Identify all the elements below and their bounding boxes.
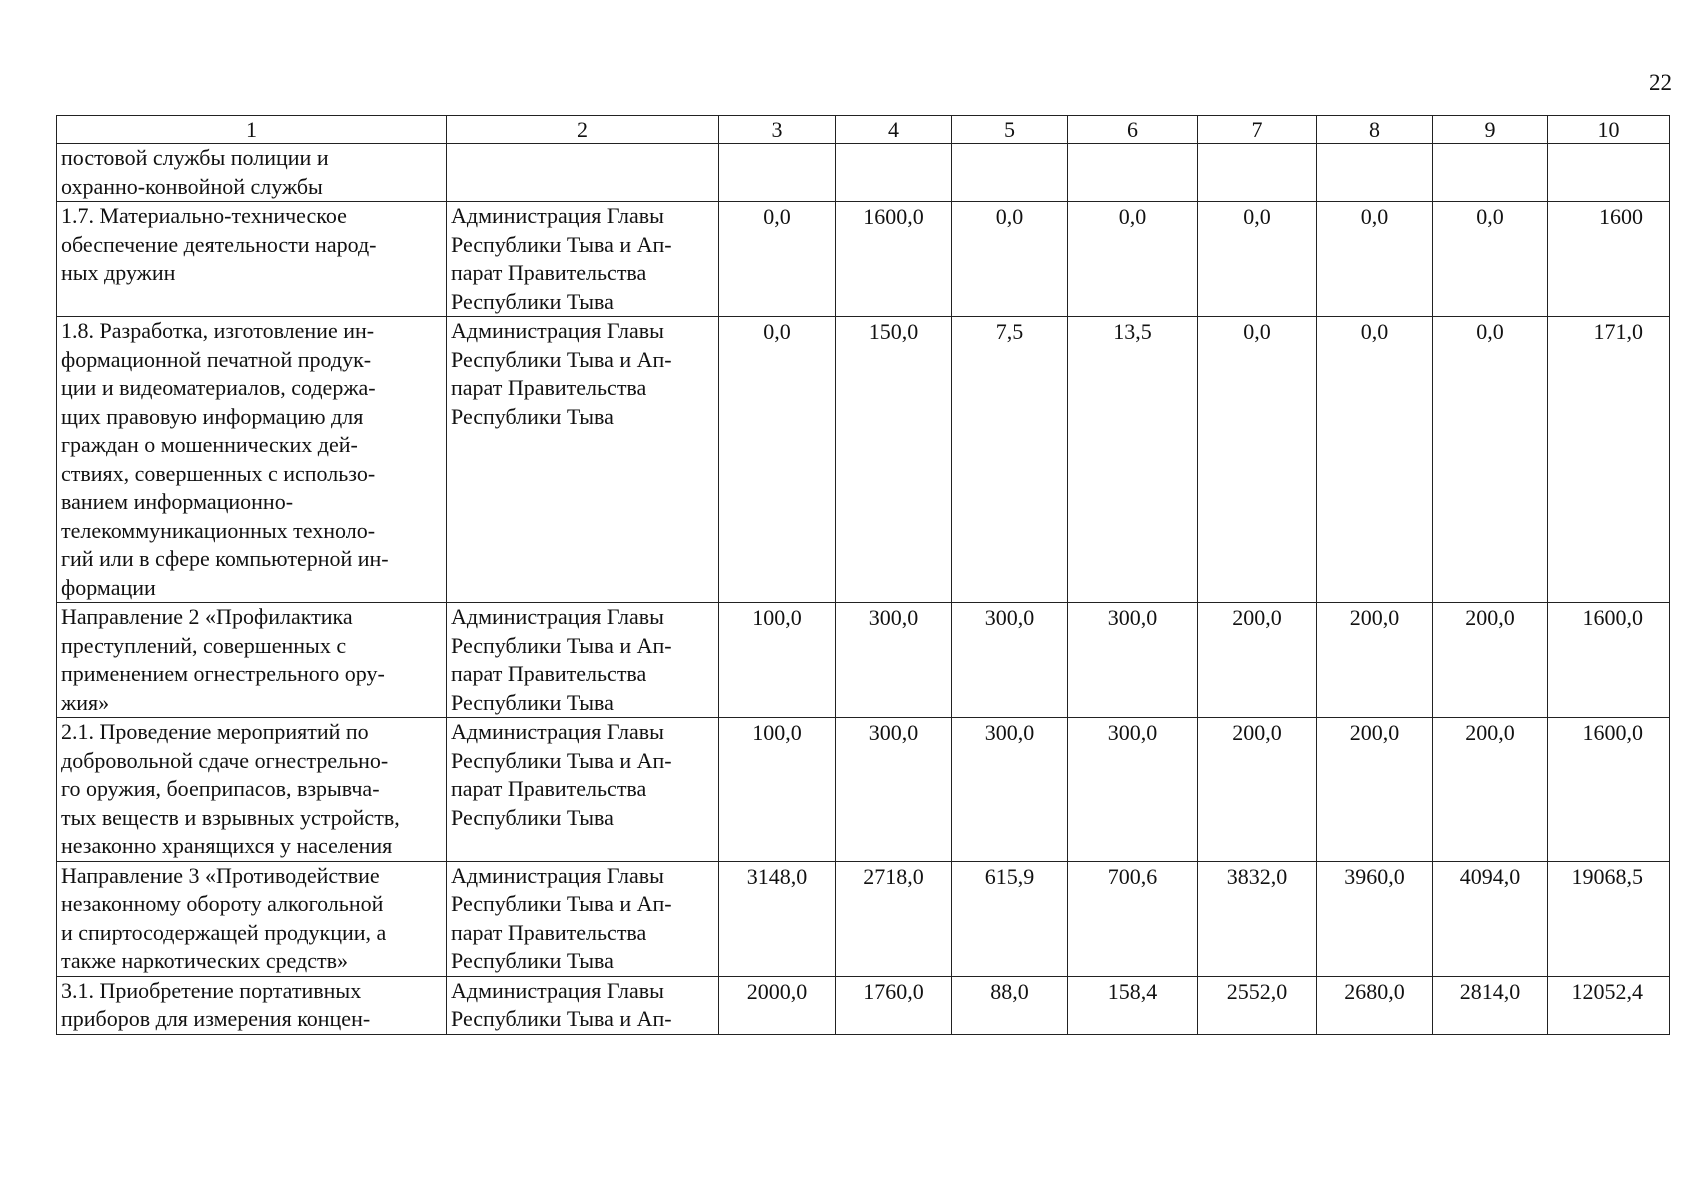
value-cell-col8: 2680,0 [1317,976,1433,1034]
header-cell: 5 [952,116,1068,144]
value-cell-col4: 1600,0 [836,202,952,317]
row-name-cell: 3.1. Приобретение портативных приборов для измерения концен- [57,976,447,1034]
header-cell: 8 [1317,116,1433,144]
value-cell-col10: 1600,0 [1548,718,1670,862]
value-cell-col9: 0,0 [1433,317,1548,603]
value-cell-col5 [952,144,1068,202]
executor-cell: Администрация Главы Республики Тыва и Ап- [447,976,719,1034]
header-cell: 1 [57,116,447,144]
value-cell-col9: 0,0 [1433,202,1548,317]
header-cell: 6 [1068,116,1198,144]
value-cell-col3 [719,144,836,202]
value-cell-col4 [836,144,952,202]
value-cell-col7 [1198,144,1317,202]
value-cell-col6: 158,4 [1068,976,1198,1034]
header-cell: 4 [836,116,952,144]
value-cell-col6: 0,0 [1068,202,1198,317]
value-cell-col5: 300,0 [952,603,1068,718]
value-cell-col6: 13,5 [1068,317,1198,603]
value-cell-col5: 88,0 [952,976,1068,1034]
value-cell-col8: 200,0 [1317,603,1433,718]
value-cell-col10: 12052,4 [1548,976,1670,1034]
header-row [57,116,1670,144]
value-cell-col3: 2000,0 [719,976,836,1034]
value-cell-col10: 19068,5 [1548,861,1670,976]
value-cell-col5: 615,9 [952,861,1068,976]
value-cell-col4: 300,0 [836,718,952,862]
value-cell-col7: 0,0 [1198,202,1317,317]
table-row [57,861,1670,976]
value-cell-col6: 700,6 [1068,861,1198,976]
value-cell-col4: 300,0 [836,603,952,718]
value-cell-col5: 0,0 [952,202,1068,317]
value-cell-col5: 300,0 [952,718,1068,862]
value-cell-col8: 200,0 [1317,718,1433,862]
executor-cell: Администрация Главы Республики Тыва и Ап- парат Правительства Республики Тыва [447,317,719,603]
value-cell-col9: 200,0 [1433,718,1548,862]
value-cell-col6 [1068,144,1198,202]
executor-cell: Администрация Главы Республики Тыва и Ап- парат Правительства Республики Тыва [447,202,719,317]
executor-cell: Администрация Главы Республики Тыва и Ап- парат Правительства Республики Тыва [447,603,719,718]
value-cell-col10: 171,0 [1548,317,1670,603]
executor-cell [447,144,719,202]
value-cell-col6: 300,0 [1068,603,1198,718]
value-cell-col9: 200,0 [1433,603,1548,718]
header-cell: 3 [719,116,836,144]
value-cell-col4: 2718,0 [836,861,952,976]
row-name-cell: 1.8. Разработка, изготовление ин- формационной печатной продук- ции и видеоматериалов, содержа- щих правовую информацию для граждан о мошеннических дей- ствиях, совершенных с использо- ванием информационно- телекоммуникационных техноло- гий или в сфере компьютерной ин- формации [57,317,447,603]
value-cell-col10: 1600,0 [1548,603,1670,718]
row-name-cell: 2.1. Проведение мероприятий по добровольной сдаче огнестрельно- го оружия, боеприпасов, взрывча- тых веществ и взрывных устройств, незаконно хранящихся у населения [57,718,447,862]
table-row [57,144,1670,202]
value-cell-col7: 0,0 [1198,317,1317,603]
header-cell: 10 [1548,116,1670,144]
value-cell-col7: 200,0 [1198,603,1317,718]
value-cell-col8: 0,0 [1317,202,1433,317]
value-cell-col8 [1317,144,1433,202]
value-cell-col8: 3960,0 [1317,861,1433,976]
value-cell-col3: 100,0 [719,718,836,862]
value-cell-col10 [1548,144,1670,202]
value-cell-col7: 3832,0 [1198,861,1317,976]
table-row [57,317,1670,603]
header-cell: 7 [1198,116,1317,144]
value-cell-col3: 100,0 [719,603,836,718]
value-cell-col9: 4094,0 [1433,861,1548,976]
value-cell-col5: 7,5 [952,317,1068,603]
value-cell-col9: 2814,0 [1433,976,1548,1034]
table-row [57,603,1670,718]
row-name-cell: Направление 3 «Противодействие незаконному обороту алкогольной и спиртосодержащей продукции, а также наркотических средств» [57,861,447,976]
value-cell-col7: 2552,0 [1198,976,1317,1034]
executor-cell: Администрация Главы Республики Тыва и Ап- парат Правительства Республики Тыва [447,861,719,976]
value-cell-col9 [1433,144,1548,202]
budget-table [56,115,1670,1035]
value-cell-col7: 200,0 [1198,718,1317,862]
table-row [57,202,1670,317]
table-row [57,976,1670,1034]
executor-cell: Администрация Главы Республики Тыва и Ап- парат Правительства Республики Тыва [447,718,719,862]
value-cell-col4: 1760,0 [836,976,952,1034]
value-cell-col3: 0,0 [719,202,836,317]
header-cell: 9 [1433,116,1548,144]
header-cell: 2 [447,116,719,144]
value-cell-col4: 150,0 [836,317,952,603]
row-name-cell: 1.7. Материально-техническое обеспечение деятельности народ- ных дружин [57,202,447,317]
value-cell-col6: 300,0 [1068,718,1198,862]
row-name-cell: постовой службы полиции и охранно-конвойной службы [57,144,447,202]
value-cell-col8: 0,0 [1317,317,1433,603]
value-cell-col3: 0,0 [719,317,836,603]
page-number: 22 [1649,70,1672,95]
row-name-cell: Направление 2 «Профилактика преступлений, совершенных с применением огнестрельного ору- жия» [57,603,447,718]
value-cell-col3: 3148,0 [719,861,836,976]
table-row [57,718,1670,862]
value-cell-col10: 1600 [1548,202,1670,317]
